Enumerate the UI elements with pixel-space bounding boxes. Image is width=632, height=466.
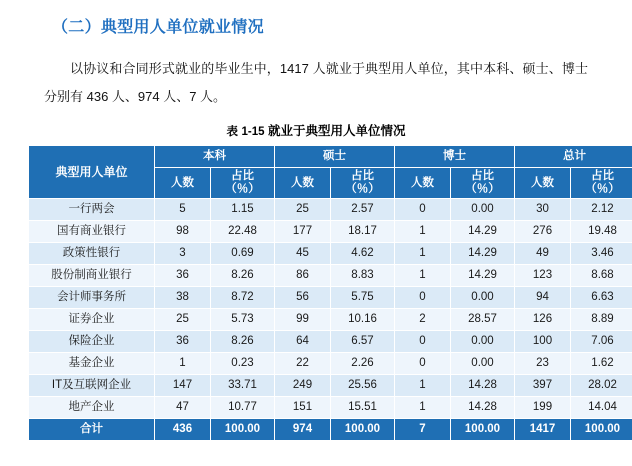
document-page: [0, 14, 632, 466]
cell-master-count: 56: [275, 287, 331, 309]
pct-label-line2: （％）: [211, 183, 274, 196]
pct-label-line2: （％）: [451, 183, 514, 196]
cell-undergraduate-pct: 8.26: [211, 265, 275, 287]
row-label: 股份制商业银行: [29, 265, 155, 287]
cell-undergraduate-pct: 8.72: [211, 287, 275, 309]
cell-doctor-count: 0: [395, 331, 451, 353]
column-header-total-count: 人数: [515, 168, 571, 199]
cell-doctor-pct: 14.29: [451, 265, 515, 287]
cell-undergraduate-count: 36: [155, 265, 211, 287]
cell-master-count: 22: [275, 353, 331, 375]
pct-label-line2: （％）: [331, 183, 394, 196]
pct-label-line1: 占比: [571, 170, 632, 183]
cell-total-count: 199: [515, 397, 571, 419]
table-foot: [29, 419, 632, 441]
cell-undergraduate-count: 3: [155, 243, 211, 265]
cell-undergraduate-pct: 33.71: [211, 375, 275, 397]
cell-doctor-pct: 14.29: [451, 243, 515, 265]
cell-total-count: 123: [515, 265, 571, 287]
table-caption-number: 1-15: [241, 126, 264, 138]
cell-master-count: 151: [275, 397, 331, 419]
cell-doctor-count: 1: [395, 221, 451, 243]
column-header-undergraduate-pct: [211, 168, 275, 199]
cell-total-count: 49: [515, 243, 571, 265]
table-head: [29, 146, 632, 199]
cell-undergraduate-count: 25: [155, 309, 211, 331]
row-label: 国有商业银行: [29, 221, 155, 243]
column-group-doctor: 博士: [395, 146, 515, 168]
cell-total-count: 94: [515, 287, 571, 309]
table-caption-title: 就业于典型用人单位情况: [268, 124, 406, 138]
pct-label-line1: 占比: [331, 170, 394, 183]
cell-undergraduate-pct: 0.23: [211, 353, 275, 375]
cell-master-pct: 8.83: [331, 265, 395, 287]
table-row: [29, 353, 632, 375]
cell-total-count: 23: [515, 353, 571, 375]
cell-doctor-count: 1: [395, 397, 451, 419]
employment-table: [28, 145, 632, 441]
column-header-undergraduate-count: 人数: [155, 168, 211, 199]
table-row: [29, 221, 632, 243]
cell-total-pct: 8.68: [571, 265, 632, 287]
cell-undergraduate-count: 36: [155, 331, 211, 353]
cell-master-pct: 6.57: [331, 331, 395, 353]
column-header-doctor-pct: [451, 168, 515, 199]
total-all-count: 1417: [515, 419, 571, 441]
cell-total-pct: 28.02: [571, 375, 632, 397]
row-label: 会计师事务所: [29, 287, 155, 309]
cell-master-pct: 18.17: [331, 221, 395, 243]
cell-master-pct: 5.75: [331, 287, 395, 309]
cell-doctor-count: 0: [395, 199, 451, 221]
cell-undergraduate-count: 98: [155, 221, 211, 243]
cell-undergraduate-pct: 5.73: [211, 309, 275, 331]
table-body: [29, 199, 632, 419]
total-undergraduate-pct: 100.00: [211, 419, 275, 441]
table-row: [29, 375, 632, 397]
row-label: 政策性银行: [29, 243, 155, 265]
table-caption-prefix: 表: [226, 126, 238, 138]
cell-master-count: 249: [275, 375, 331, 397]
table-row: [29, 331, 632, 353]
table-row: [29, 397, 632, 419]
cell-undergraduate-count: 38: [155, 287, 211, 309]
cell-master-count: 177: [275, 221, 331, 243]
cell-undergraduate-count: 1: [155, 353, 211, 375]
column-header-master-count: 人数: [275, 168, 331, 199]
cell-doctor-pct: 14.29: [451, 221, 515, 243]
cell-total-pct: 8.89: [571, 309, 632, 331]
total-master-pct: 100.00: [331, 419, 395, 441]
cell-master-count: 86: [275, 265, 331, 287]
column-group-total: 总计: [515, 146, 632, 168]
cell-master-count: 99: [275, 309, 331, 331]
table-header-group-row: [29, 146, 632, 168]
cell-doctor-pct: 14.28: [451, 397, 515, 419]
table-container: [28, 145, 604, 441]
cell-doctor-pct: 0.00: [451, 287, 515, 309]
table-caption: [0, 121, 632, 139]
cell-undergraduate-count: 5: [155, 199, 211, 221]
row-label: 保险企业: [29, 331, 155, 353]
cell-undergraduate-pct: 22.48: [211, 221, 275, 243]
cell-master-pct: 4.62: [331, 243, 395, 265]
cell-doctor-count: 0: [395, 353, 451, 375]
cell-master-count: 25: [275, 199, 331, 221]
pct-label-line1: 占比: [211, 170, 274, 183]
cell-undergraduate-pct: 0.69: [211, 243, 275, 265]
cell-total-pct: 2.12: [571, 199, 632, 221]
cell-undergraduate-count: 147: [155, 375, 211, 397]
total-doctor-pct: 100.00: [451, 419, 515, 441]
table-row: [29, 199, 632, 221]
table-row: [29, 265, 632, 287]
cell-undergraduate-pct: 8.26: [211, 331, 275, 353]
body-paragraph: 以协议和合同形式就业的毕业生中，1417 人就业于典型用人单位，其中本科、硕士、博士分别有 436 人、974 人、7 人。: [44, 55, 588, 111]
total-all-pct: 100.00: [571, 419, 632, 441]
table-row: [29, 287, 632, 309]
cell-undergraduate-count: 47: [155, 397, 211, 419]
cell-total-pct: 7.06: [571, 331, 632, 353]
row-label: IT及互联网企业: [29, 375, 155, 397]
cell-doctor-pct: 14.28: [451, 375, 515, 397]
column-header-master-pct: [331, 168, 395, 199]
table-row: [29, 243, 632, 265]
cell-master-count: 45: [275, 243, 331, 265]
cell-doctor-count: 2: [395, 309, 451, 331]
total-master-count: 974: [275, 419, 331, 441]
cell-master-count: 64: [275, 331, 331, 353]
row-label: 一行两会: [29, 199, 155, 221]
cell-doctor-pct: 0.00: [451, 331, 515, 353]
cell-total-count: 100: [515, 331, 571, 353]
column-header-unit: 典型用人单位: [29, 146, 155, 199]
row-label: 地产企业: [29, 397, 155, 419]
cell-master-pct: 2.57: [331, 199, 395, 221]
total-label: 合计: [29, 419, 155, 441]
cell-doctor-pct: 28.57: [451, 309, 515, 331]
column-header-total-pct: [571, 168, 632, 199]
cell-master-pct: 10.16: [331, 309, 395, 331]
cell-total-count: 126: [515, 309, 571, 331]
cell-doctor-pct: 0.00: [451, 199, 515, 221]
cell-total-pct: 19.48: [571, 221, 632, 243]
cell-total-count: 397: [515, 375, 571, 397]
cell-total-count: 30: [515, 199, 571, 221]
cell-doctor-pct: 0.00: [451, 353, 515, 375]
cell-doctor-count: 1: [395, 243, 451, 265]
table-row: [29, 309, 632, 331]
column-group-undergraduate: 本科: [155, 146, 275, 168]
total-doctor-count: 7: [395, 419, 451, 441]
cell-master-pct: 25.56: [331, 375, 395, 397]
pct-label-line1: 占比: [451, 170, 514, 183]
total-undergraduate-count: 436: [155, 419, 211, 441]
cell-doctor-count: 0: [395, 287, 451, 309]
cell-total-count: 276: [515, 221, 571, 243]
cell-doctor-count: 1: [395, 265, 451, 287]
cell-total-pct: 3.46: [571, 243, 632, 265]
cell-undergraduate-pct: 10.77: [211, 397, 275, 419]
cell-total-pct: 14.04: [571, 397, 632, 419]
cell-undergraduate-pct: 1.15: [211, 199, 275, 221]
column-header-doctor-count: 人数: [395, 168, 451, 199]
cell-total-pct: 6.63: [571, 287, 632, 309]
cell-master-pct: 15.51: [331, 397, 395, 419]
cell-master-pct: 2.26: [331, 353, 395, 375]
row-label: 证券企业: [29, 309, 155, 331]
page-title: （二）典型用人单位就业情况: [52, 14, 632, 37]
table-total-row: [29, 419, 632, 441]
row-label: 基金企业: [29, 353, 155, 375]
cell-total-pct: 1.62: [571, 353, 632, 375]
cell-doctor-count: 1: [395, 375, 451, 397]
column-group-master: 硕士: [275, 146, 395, 168]
pct-label-line2: （％）: [571, 183, 632, 196]
